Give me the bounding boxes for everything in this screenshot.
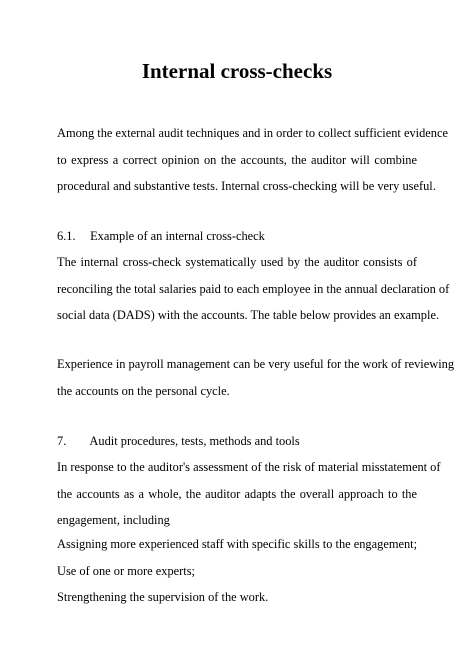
section-number: 6.1. <box>57 229 76 243</box>
paragraph-line: Experience in payroll management can be very useful for the work of reviewing <box>57 357 455 371</box>
list-item: Use of one or more experts; <box>57 563 195 578</box>
section-number: 7. <box>57 434 67 448</box>
intro-line: Among the external audit techniques and in order to collect sufficient evidence <box>57 126 448 140</box>
experience-paragraph <box>57 351 455 404</box>
section-7-paragraph <box>57 454 441 534</box>
paragraph-line: The internal cross-check systematically used by the auditor consists of <box>57 255 417 269</box>
list-item: Strengthening the supervision of the work. <box>57 590 269 604</box>
list-block <box>57 531 417 611</box>
section-6-1-paragraph <box>57 249 450 329</box>
paragraph-line: engagement, including <box>57 513 170 527</box>
paragraph-line: In response to the auditor's assessment of the risk of material misstatement of <box>57 460 441 474</box>
section-heading-6-1 <box>57 223 417 250</box>
intro-paragraph <box>57 120 448 200</box>
paragraph-line: social data (DADS) with the accounts. The table below provides an example. <box>57 308 440 322</box>
paragraph-line: the accounts on the personal cycle. <box>57 383 230 398</box>
intro-line: to express a correct opinion on the accounts, the auditor will combine <box>57 152 417 167</box>
section-heading-text: Example of an internal cross-check <box>90 229 265 243</box>
section-heading-7 <box>57 428 417 455</box>
paragraph-line: reconciling the total salaries paid to each employee in the annual declaration of <box>57 281 450 296</box>
intro-line: procedural and substantive tests. Internal cross-checking will be very useful. <box>57 179 436 193</box>
page-title: Internal cross-checks <box>141 59 333 83</box>
paragraph-line: the accounts as a whole, the auditor adapts the overall approach to the <box>57 486 417 501</box>
section-heading-text: Audit procedures, tests, methods and tools <box>89 434 300 448</box>
list-item: Assigning more experienced staff with specific skills to the engagement; <box>57 537 418 551</box>
